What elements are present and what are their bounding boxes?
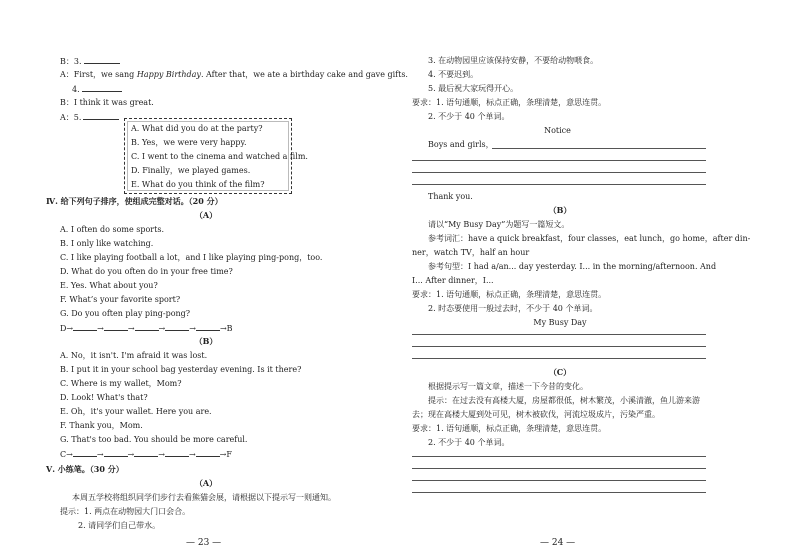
writing-line[interactable] [412, 480, 706, 481]
writing-line[interactable] [412, 160, 706, 161]
writing-line[interactable] [412, 346, 706, 347]
song-title: Happy Birthday [136, 70, 201, 79]
part-a-label: （A） [194, 210, 218, 220]
writing-b-sentence-2: I... After dinner，I... [412, 276, 494, 285]
essay-title: My Busy Day [533, 318, 587, 327]
writing-c-task: 根据提示写一篇文章，描述一下今昔的变化。 [428, 382, 588, 391]
list-item: C. I like playing football a lot，and I like playing ping-pong，too. [60, 253, 323, 262]
list-item: F. What’s your favorite sport? [60, 295, 181, 304]
order-answer-b: C→ → → → → →F [60, 450, 232, 459]
writing-line[interactable] [412, 358, 706, 359]
writing-line[interactable] [412, 334, 706, 335]
writing-b-sentence-1: 参考句型：I had a/an... day yesterday. I... in the morning/afternoon. And [428, 262, 717, 271]
writing-b-words-2: ner，watch TV，half an hour [412, 248, 530, 257]
writing-line[interactable] [412, 172, 706, 173]
writing-c-hint-1: 提示：在过去没有高楼大厦，房屋都很低，树木繁茂，小溪清澈，鱼儿游来游 [428, 396, 700, 405]
dialogue-line-b3 [60, 56, 122, 67]
writing-line[interactable] [412, 492, 706, 493]
list-item: C. Where is my wallet，Mom? [60, 379, 182, 388]
list-item: F. Thank you，Mom. [60, 421, 143, 430]
writing-c-requirement-1: 要求：1. 语句通顺，标点正确，条理清楚，意思连贯。 [412, 424, 607, 433]
part-b-label: （B） [194, 336, 218, 346]
section-5-title: Ⅴ. 小练笔。（30 分） [46, 464, 124, 474]
options-box [124, 118, 308, 194]
writing-a-task: 本周五学校将组织同学们步行去看熊猫会展，请根据以下提示写一则通知。 [72, 493, 336, 502]
page-number: — 23 — [186, 538, 222, 548]
notice-requirement-2: 2. 不少于 40 个单词。 [428, 112, 510, 121]
dialogue-line-4 [72, 84, 124, 95]
writing-a-hint-2: 2. 请同学们自己带水。 [78, 521, 161, 530]
list-item: G. Do you often play ping-pong? [60, 309, 191, 318]
answer-blank[interactable] [104, 449, 128, 457]
list-item: E. Yes. What about you? [60, 281, 158, 290]
list-item: A. No，it isn't. I'm afraid it was lost. [60, 351, 208, 360]
option-a: A. What did you do at the party? [131, 124, 263, 133]
answer-blank[interactable] [83, 112, 119, 120]
dialogue-text: A：5. [60, 113, 82, 122]
answer-blank[interactable] [73, 323, 97, 331]
notice-closing: Thank you. [428, 192, 473, 201]
writing-c-hint-2: 去；现在高楼大厦到处可见，树木被砍伐，河流垃圾成片，污染严重。 [412, 410, 660, 419]
order-end: →F [219, 450, 232, 459]
dialogue-line-a-first [60, 70, 408, 80]
order-end: →B [219, 324, 233, 333]
answer-blank[interactable] [134, 449, 158, 457]
answer-blank[interactable] [104, 323, 128, 331]
writing-b-words-1: 参考词汇：have a quick breakfast，four classes，eat lunch，go home，after din- [428, 234, 751, 243]
answer-blank[interactable] [82, 84, 122, 92]
writing-b-task: 请以“My Busy Day”为题写一篇短文。 [428, 220, 570, 229]
writing-c-label: （C） [548, 367, 572, 377]
notice-greeting: Boys and girls， [428, 140, 494, 149]
notice-heading: Notice [544, 126, 571, 135]
writing-a-hint-1: 提示：1. 两点在动物园大门口会合。 [60, 507, 191, 516]
list-item: B. I put it in your school bag yesterday evening. Is it there? [60, 365, 302, 374]
notice-requirement-1: 要求：1. 语句通顺，标点正确，条理清楚，意思连贯。 [412, 98, 607, 107]
list-item: D. Look! What's that? [60, 393, 148, 402]
answer-blank[interactable] [165, 449, 189, 457]
notice-hint-3: 3. 在动物园里应该保持安静，不要给动物喂食。 [428, 56, 599, 65]
notice-hint-4: 4. 不要迟到。 [428, 70, 479, 79]
writing-a-label: （A） [194, 478, 218, 488]
answer-blank[interactable] [73, 449, 97, 457]
dialogue-text: A：First，we sang [60, 70, 137, 79]
dialogue-text: 4. [72, 85, 80, 94]
answer-blank[interactable] [165, 323, 189, 331]
option-e: E. What do you think of the film? [131, 180, 265, 189]
dialogue-line-a5 [60, 112, 121, 123]
answer-blank[interactable] [135, 323, 159, 331]
answer-blank[interactable] [196, 449, 220, 457]
writing-line[interactable] [412, 456, 706, 457]
dialogue-text: . After that，we ate a birthday cake and gave gifts. [200, 70, 408, 79]
writing-c-requirement-2: 2. 不少于 40 个单词。 [428, 438, 510, 447]
writing-b-label: （B） [548, 205, 572, 215]
dialogue-line-b-think: B：I think it was great. [60, 98, 154, 107]
page-number: — 24 — [540, 538, 576, 548]
right-page [400, 0, 800, 560]
writing-line[interactable] [412, 468, 706, 469]
order-answer-a: D→ → → → → →B [60, 324, 233, 333]
option-d: D. Finally，we played games. [131, 166, 251, 175]
order-start: D→ [60, 324, 74, 333]
writing-line[interactable] [412, 184, 706, 185]
section-4-title: Ⅳ. 给下列句子排序，使组成完整对话。（20 分） [46, 196, 223, 206]
order-start: C→ [60, 450, 73, 459]
list-item: D. What do you often do in your free time? [60, 267, 233, 276]
answer-blank[interactable] [196, 323, 220, 331]
writing-line[interactable] [492, 148, 706, 149]
writing-b-requirement-2: 2. 时态要使用一般过去时，不少于 40 个单词。 [428, 304, 598, 313]
list-item: A. I often do some sports. [60, 225, 164, 234]
list-item: B. I only like watching. [60, 239, 154, 248]
notice-hint-5: 5. 最后祝大家玩得开心。 [428, 84, 519, 93]
option-b: B. Yes，we were very happy. [131, 138, 247, 147]
dialogue-text: B：3. [60, 57, 82, 66]
list-item: E. Oh，it's your wallet. Here you are. [60, 407, 212, 416]
answer-blank[interactable] [84, 56, 120, 64]
writing-b-requirement-1: 要求：1. 语句通顺，标点正确，条理清楚，意思连贯。 [412, 290, 607, 299]
list-item: G. That's too bad. You should be more careful. [60, 435, 248, 444]
option-c: C. I went to the cinema and watched a film. [131, 152, 308, 161]
